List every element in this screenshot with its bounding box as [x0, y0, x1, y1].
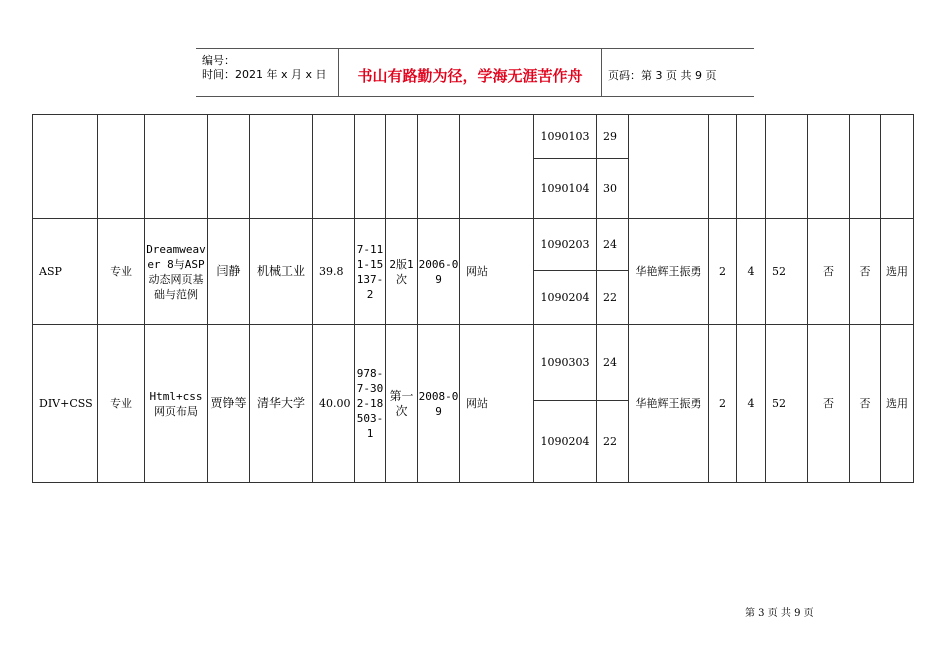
- cell-count-a: 29: [597, 115, 629, 159]
- table-row: [33, 219, 914, 271]
- cell-count-a: 24: [597, 219, 629, 271]
- cell-n1: [709, 115, 737, 219]
- cell-type: [98, 115, 145, 219]
- cell-date: [418, 115, 460, 219]
- cell-source: 网站: [460, 325, 534, 483]
- header-motto-cell: [339, 49, 602, 96]
- cell-flag1: [808, 115, 850, 219]
- cell-flag2: 否: [850, 325, 881, 483]
- textbook-table: [32, 114, 914, 483]
- cell-publisher: 清华大学: [250, 325, 313, 483]
- cell-flag2: [850, 115, 881, 219]
- cell-book: [145, 115, 208, 219]
- cell-price: 39.8: [313, 219, 355, 325]
- cell-teacher: 华艳辉王振勇: [629, 219, 709, 325]
- cell-course: [33, 115, 98, 219]
- cell-class-a: 1090103: [534, 115, 597, 159]
- cell-source: [460, 115, 534, 219]
- cell-class-b: 1090204: [534, 271, 597, 325]
- cell-author: [208, 115, 250, 219]
- cell-author: 贾铮等: [208, 325, 250, 483]
- cell-n3: 52: [766, 325, 808, 483]
- page-footer: 第 3 页 共 9 页: [745, 608, 814, 619]
- cell-date: 2008-09: [418, 325, 460, 483]
- page-number-label: 页码：第 3 页 共 9 页: [608, 69, 717, 82]
- cell-type: 专业: [98, 325, 145, 483]
- cell-publisher: 机械工业: [250, 219, 313, 325]
- cell-n1: 2: [709, 325, 737, 483]
- cell-course: DIV+CSS: [33, 325, 98, 483]
- cell-type: 专业: [98, 219, 145, 325]
- cell-n3: [766, 115, 808, 219]
- cell-edition: 2版1次: [386, 219, 418, 325]
- cell-date: 2006-09: [418, 219, 460, 325]
- cell-note: [881, 115, 914, 219]
- motto-text: 书山有路勤为径，学海无涯苦作舟: [357, 67, 583, 85]
- cell-count-b: 22: [597, 271, 629, 325]
- cell-edition: [386, 115, 418, 219]
- cell-isbn: 978-7-302-18503-1: [355, 325, 386, 483]
- cell-class-a: 1090303: [534, 325, 597, 401]
- cell-course: ASP: [33, 219, 98, 325]
- table-row: [33, 115, 914, 159]
- cell-count-a: 24: [597, 325, 629, 401]
- cell-class-a: 1090203: [534, 219, 597, 271]
- cell-note: 选用: [881, 325, 914, 483]
- cell-isbn: 7-111-15137-2: [355, 219, 386, 325]
- cell-n2: 4: [737, 219, 766, 325]
- cell-class-b: 1090204: [534, 401, 597, 483]
- cell-flag1: 否: [808, 325, 850, 483]
- time-label: 时间：2021 年 x 月 x 日: [202, 68, 327, 81]
- cell-class-b: 1090104: [534, 159, 597, 219]
- serial-label: 编号：: [202, 54, 235, 67]
- cell-book: Dreamweaver 8与ASP动态网页基础与范例: [145, 219, 208, 325]
- table-row: [33, 325, 914, 401]
- cell-price: 40.00: [313, 325, 355, 483]
- cell-price: [313, 115, 355, 219]
- cell-count-b: 30: [597, 159, 629, 219]
- cell-n1: 2: [709, 219, 737, 325]
- page-header: [196, 48, 754, 97]
- cell-teacher: [629, 115, 709, 219]
- cell-note: 选用: [881, 219, 914, 325]
- cell-source: 网站: [460, 219, 534, 325]
- cell-n3: 52: [766, 219, 808, 325]
- header-page-cell: [602, 49, 754, 96]
- cell-count-b: 22: [597, 401, 629, 483]
- cell-n2: 4: [737, 325, 766, 483]
- header-meta: [196, 49, 339, 96]
- cell-flag1: 否: [808, 219, 850, 325]
- cell-isbn: [355, 115, 386, 219]
- cell-author: 闫静: [208, 219, 250, 325]
- cell-teacher: 华艳辉王振勇: [629, 325, 709, 483]
- cell-edition: 第一次: [386, 325, 418, 483]
- cell-n2: [737, 115, 766, 219]
- cell-book: Html+css网页布局: [145, 325, 208, 483]
- cell-flag2: 否: [850, 219, 881, 325]
- cell-publisher: [250, 115, 313, 219]
